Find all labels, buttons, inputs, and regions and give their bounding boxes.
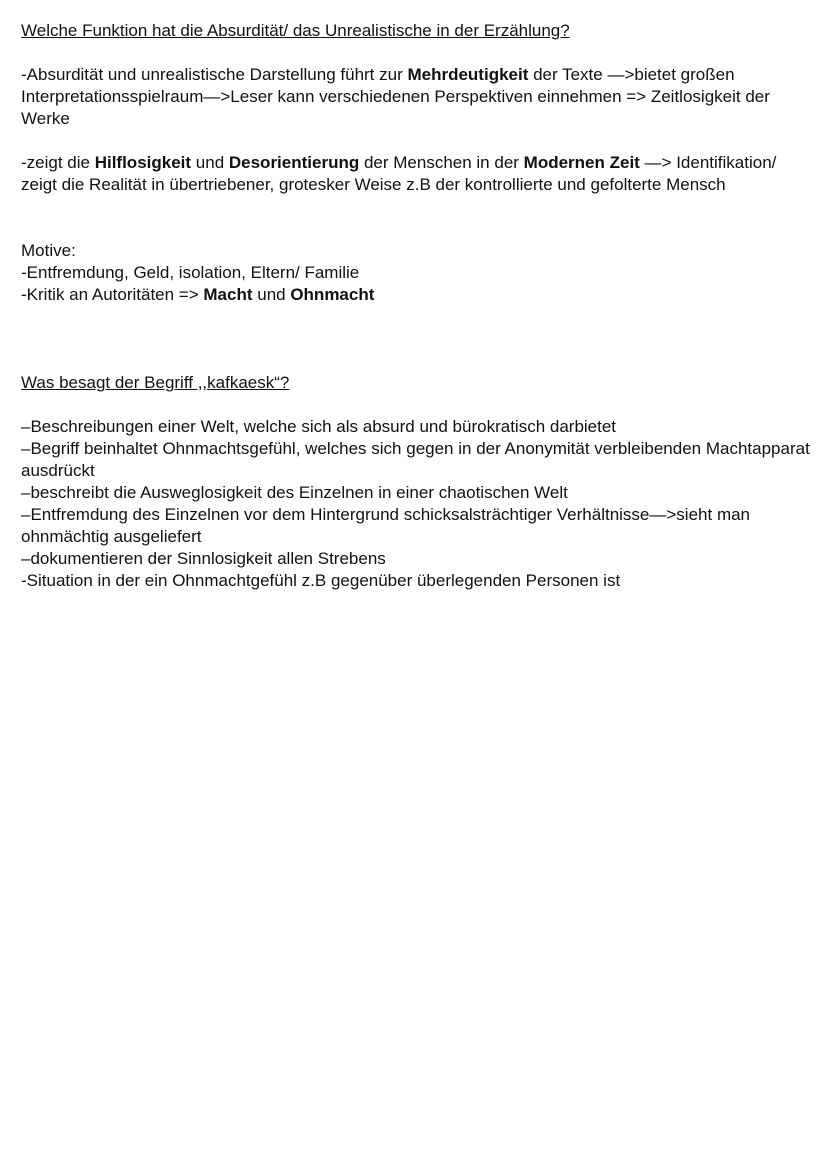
kafkaesk-item: –beschreibt die Ausweglosigkeit des Einzelnen in einer chaotischen Welt xyxy=(21,483,568,502)
kafkaesk-item: -Situation in der ein Ohnmachtgefühl z.B gegenüber überlegenden Personen ist xyxy=(21,571,621,590)
section1-heading: Welche Funktion hat die Absurdität/ das Unrealistische in der Erzählung? xyxy=(21,21,570,40)
text-run: -Absurdität und unrealistische Darstellung führt zur xyxy=(21,65,408,84)
spacer xyxy=(21,306,811,372)
kafkaesk-item: –Begriff beinhaltet Ohnmachtsgefühl, welches sich gegen in der Anonymität verbleibenden Machtapparat ausdrückt xyxy=(21,439,810,480)
kafkaesk-item: –Entfremdung des Einzelnen vor dem Hintergrund schicksalsträchtiger Verhältnisse—>sieht man ohnmächtig ausgeliefert xyxy=(21,505,751,546)
bold-term-mehrdeutigkeit: Mehrdeutigkeit xyxy=(407,65,529,84)
text-run: der Texte —>bietet großen Interpretationsspielraum—>Leser kann verschiedenen Perspektiven einnehmen => Zeitlosigkeit der Werke xyxy=(21,65,770,128)
section1-paragraph-2 xyxy=(21,152,811,196)
bold-term-desorientierung: Desorientierung xyxy=(228,153,360,172)
kafkaesk-item: –dokumentieren der Sinnlosigkeit allen Strebens xyxy=(21,549,386,568)
kafkaesk-item: –Beschreibungen einer Welt, welche sich als absurd und bürokratisch darbietet xyxy=(21,417,617,436)
section1-paragraph-1 xyxy=(21,64,811,130)
spacer xyxy=(21,42,811,64)
text-run: der Menschen in der xyxy=(359,153,524,172)
spacer xyxy=(21,130,811,152)
text-run: -zeigt die xyxy=(21,153,95,172)
document-page xyxy=(21,20,811,592)
bold-term-hilflosigkeit: Hilflosigkeit xyxy=(94,153,192,172)
spacer xyxy=(21,394,811,416)
motive-line-1: -Entfremdung, Geld, isolation, Eltern/ Familie xyxy=(21,263,360,282)
bold-term-macht: Macht xyxy=(203,285,253,304)
text-run: -Kritik an Autoritäten => xyxy=(21,285,204,304)
text-run: —> Identifikation/ zeigt die Realität in übertriebener, grotesker Weise z.B der kontrollierte und gefolterte Mensch xyxy=(21,153,777,194)
section2-heading: Was besagt der Begriff ,,kafkaesk“? xyxy=(21,373,290,392)
bold-term-modernen-zeit: Modernen Zeit xyxy=(523,153,640,172)
bold-term-ohnmacht: Ohnmacht xyxy=(290,285,375,304)
motive-label: Motive: xyxy=(21,241,76,260)
spacer xyxy=(21,196,811,240)
text-run: und xyxy=(252,285,291,304)
motive-line-2 xyxy=(21,284,811,306)
text-run: und xyxy=(191,153,229,172)
